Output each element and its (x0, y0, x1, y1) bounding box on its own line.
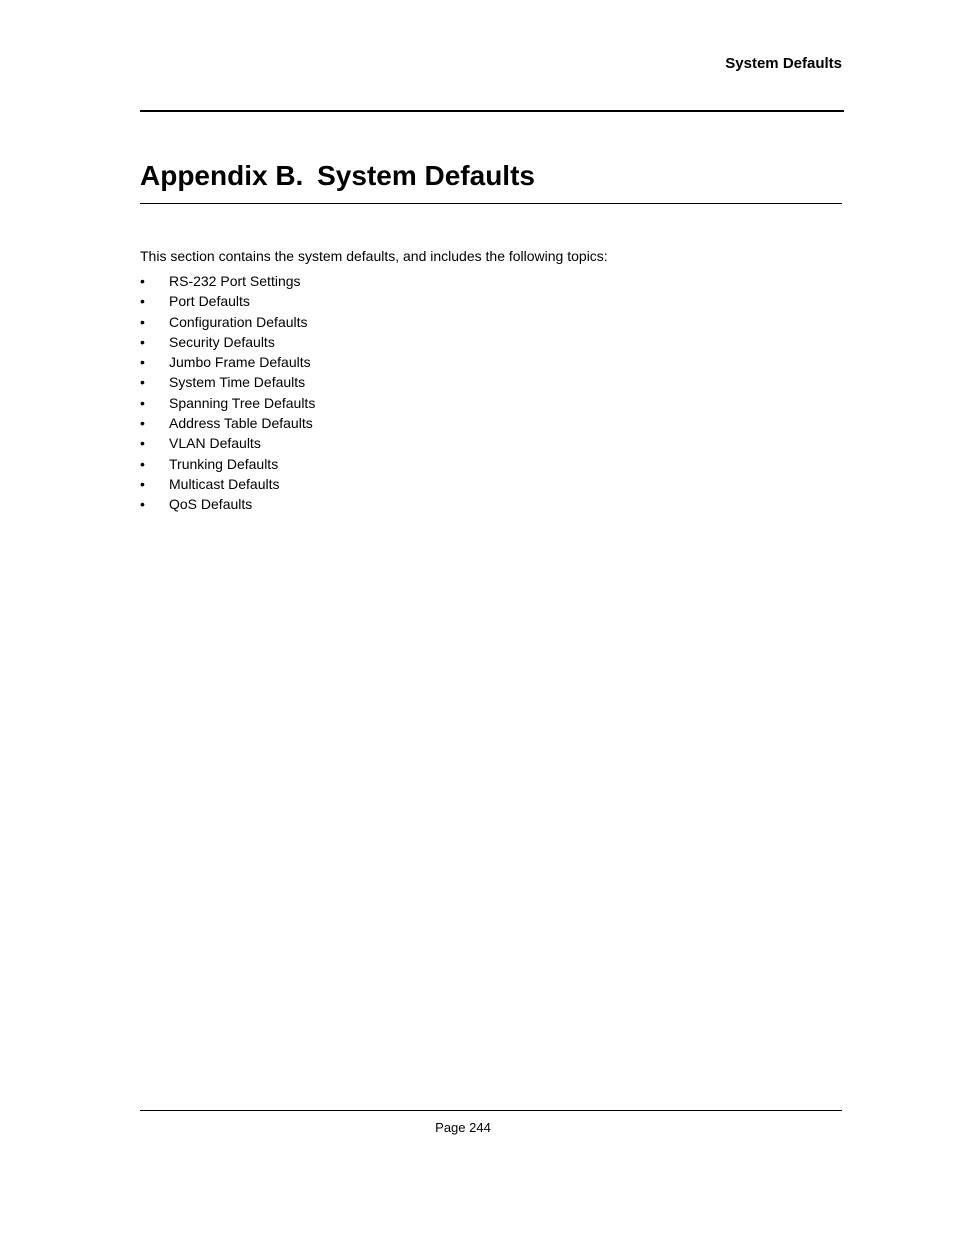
bullet-icon: • (140, 394, 145, 411)
bullet-icon: • (140, 313, 145, 330)
topic-text: System Time Defaults (169, 374, 306, 391)
topic-text: Spanning Tree Defaults (169, 394, 316, 411)
bullet-icon: • (140, 354, 145, 371)
topic-text: Address Table Defaults (169, 415, 313, 432)
topic-text: VLAN Defaults (169, 435, 261, 452)
topic-text: Trunking Defaults (169, 455, 279, 472)
topic-text: QoS Defaults (169, 496, 253, 513)
bullet-icon: • (140, 435, 145, 452)
topic-text: Port Defaults (169, 293, 250, 310)
page-title (140, 160, 535, 192)
topic-text: Multicast Defaults (169, 475, 280, 492)
running-header: System Defaults (725, 55, 842, 72)
page-number: Page 244 (435, 1120, 491, 1135)
bullet-icon: • (140, 273, 145, 289)
bullet-icon: • (140, 374, 145, 391)
header-divider (140, 110, 844, 112)
bullet-icon: • (140, 475, 145, 492)
appendix-title-text: System Defaults (317, 160, 535, 191)
topic-text: Jumbo Frame Defaults (169, 354, 311, 371)
topic-text: Configuration Defaults (169, 313, 308, 330)
bullet-icon: • (140, 293, 145, 310)
topic-text: RS-232 Port Settings (169, 273, 301, 289)
bullet-icon: • (140, 455, 145, 472)
intro-paragraph: This section contains the system defaults, and includes the following topics: (140, 248, 608, 264)
bullet-icon: • (140, 333, 145, 350)
bullet-icon: • (140, 415, 145, 432)
bullet-icon: • (140, 496, 145, 513)
appendix-label: Appendix B. (140, 160, 304, 191)
topic-text: Security Defaults (169, 333, 275, 350)
title-divider (140, 203, 842, 204)
footer-divider (140, 1110, 842, 1111)
